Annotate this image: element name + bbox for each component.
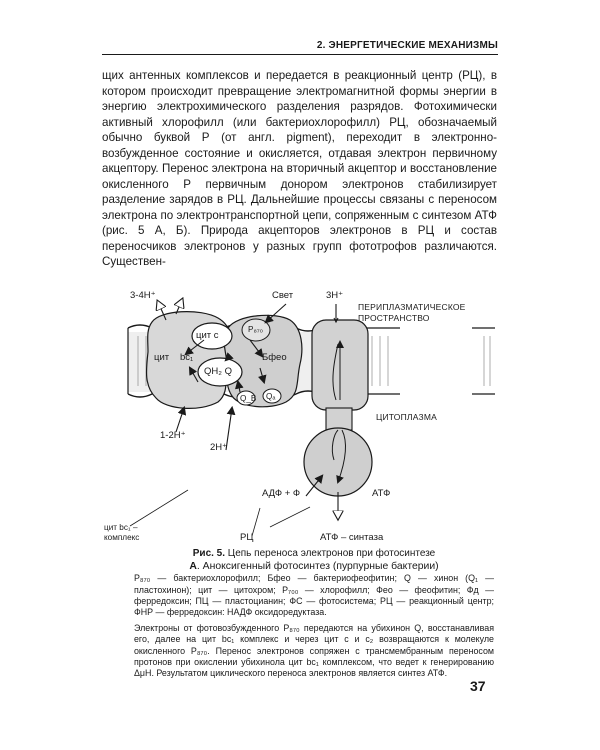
caption-sub-label: А bbox=[189, 560, 197, 572]
label-protons-in-1: 1-2Н⁺ bbox=[160, 430, 186, 441]
label-bfeo: Бфео bbox=[262, 352, 287, 363]
body-text bbox=[102, 68, 497, 270]
label-protons-in-2: 2Н⁺ bbox=[210, 442, 228, 453]
label-periplasm-2: ПРОСТРАНСТВО bbox=[358, 313, 430, 323]
page-header bbox=[102, 40, 498, 55]
caption-subtitle bbox=[134, 561, 494, 574]
figure-diagram bbox=[100, 282, 500, 547]
label-bc1: bc₁ bbox=[180, 352, 194, 363]
label-rc: РЦ bbox=[240, 532, 254, 543]
label-protons-out: 3-4Н⁺ bbox=[130, 290, 156, 301]
figure-caption bbox=[134, 548, 494, 680]
atp-synthase-shape bbox=[304, 320, 372, 496]
caption-title bbox=[134, 548, 494, 561]
label-cytoplasm: ЦИТОПЛАЗМА bbox=[376, 412, 437, 422]
page-number: 37 bbox=[470, 678, 486, 694]
label-protons-atp: 3Н⁺ bbox=[326, 290, 344, 301]
figure-electron-transport-chain bbox=[100, 282, 500, 547]
label-atp: АТФ bbox=[372, 488, 391, 499]
label-qa: Qₐ bbox=[266, 392, 276, 401]
label-atp-synthase: АТФ – синтаза bbox=[320, 532, 384, 543]
label-cyt: цит bbox=[154, 352, 170, 363]
label-cyt-bc1-complex-1: цит bc₁ – bbox=[104, 523, 138, 532]
section-title: 2. ЭНЕРГЕТИЧЕСКИЕ МЕХАНИЗМЫ bbox=[316, 40, 498, 51]
caption-legend: P₈₇₀ — бактериохлорофилл; Бфео — бактериофеофитин; Q — хинон (Q₁ — пластохинон); цит — цитохром; Р₇₀₀ — хлорофилл; Фео — феофитин; Фд — ферредоксин; ПЦ — пластоцианин; ФС — фотосистема; РЦ — реакционный центр; ФНР — ферредоксин: НАДФ оксидоредуктаза. bbox=[134, 573, 494, 618]
label-p870: P₈₇₀ bbox=[248, 325, 264, 334]
caption-fig-label: Рис. 5. bbox=[192, 548, 226, 559]
body-paragraph: щих антенных комплексов и передается в реакционный центр (РЦ), в котором происходит превращение электромагнитной формы энергии в энергию электрохимического разделения разрядов. Фотохимически активный хлорофилл (или бактериохлорофилл) РЦ, обозначаемый обычно буквой Р (от англ. pigment), переходит в электронно-возбужденное состояние и окисляется, отдавая электрон первичному акцептору. Перенос электрона на вторичный акцептор и восстановление окисленного Р первичным донором электронов стабилизирует разделение зарядов в РЦ. Дальнейшие процессы связаны с переносом электрона по электронтранспортной цепи, сопряженным с синтезом АТФ (рис. 5 А, Б). Природа акцепторов электронов в РЦ и состав переносчиков электронов у разных групп фототрофов различаются. Существен- bbox=[102, 69, 497, 268]
label-periplasm: ПЕРИПЛАЗМАТИЧЕСКОЕ bbox=[358, 302, 466, 312]
label-qb: Q_B bbox=[240, 394, 257, 403]
label-light: Свет bbox=[272, 290, 294, 301]
caption-note: Электроны от фотовозбужденного Р₈₇₀ передаются на убихинон Q, восстанавливая его, далее на цит bc₁ комплекс и через цит с и с₂ возвращаются к молекуле окисленного Р₈₇₀. Перенос электронов сопряжен с трансмембранным переносом протонов при окислении убихинола цит bc₁ комплексом, что ведет к генерированию ΔμН. Результатом циклического переноса электронов является синтез АТФ. bbox=[134, 622, 494, 679]
caption-sub-title: . Аноксигенный фотосинтез (пурпурные бактерии) bbox=[196, 560, 439, 572]
caption-fig-title: Цепь переноса электронов при фотосинтезе bbox=[225, 548, 436, 559]
label-adp: АДФ + Ф bbox=[262, 488, 301, 499]
label-cyt-c: цит с bbox=[196, 330, 219, 341]
label-qh2-q: QH₂ Q bbox=[204, 366, 232, 377]
label-cyt-bc1-complex-2: комплекс bbox=[104, 533, 140, 542]
